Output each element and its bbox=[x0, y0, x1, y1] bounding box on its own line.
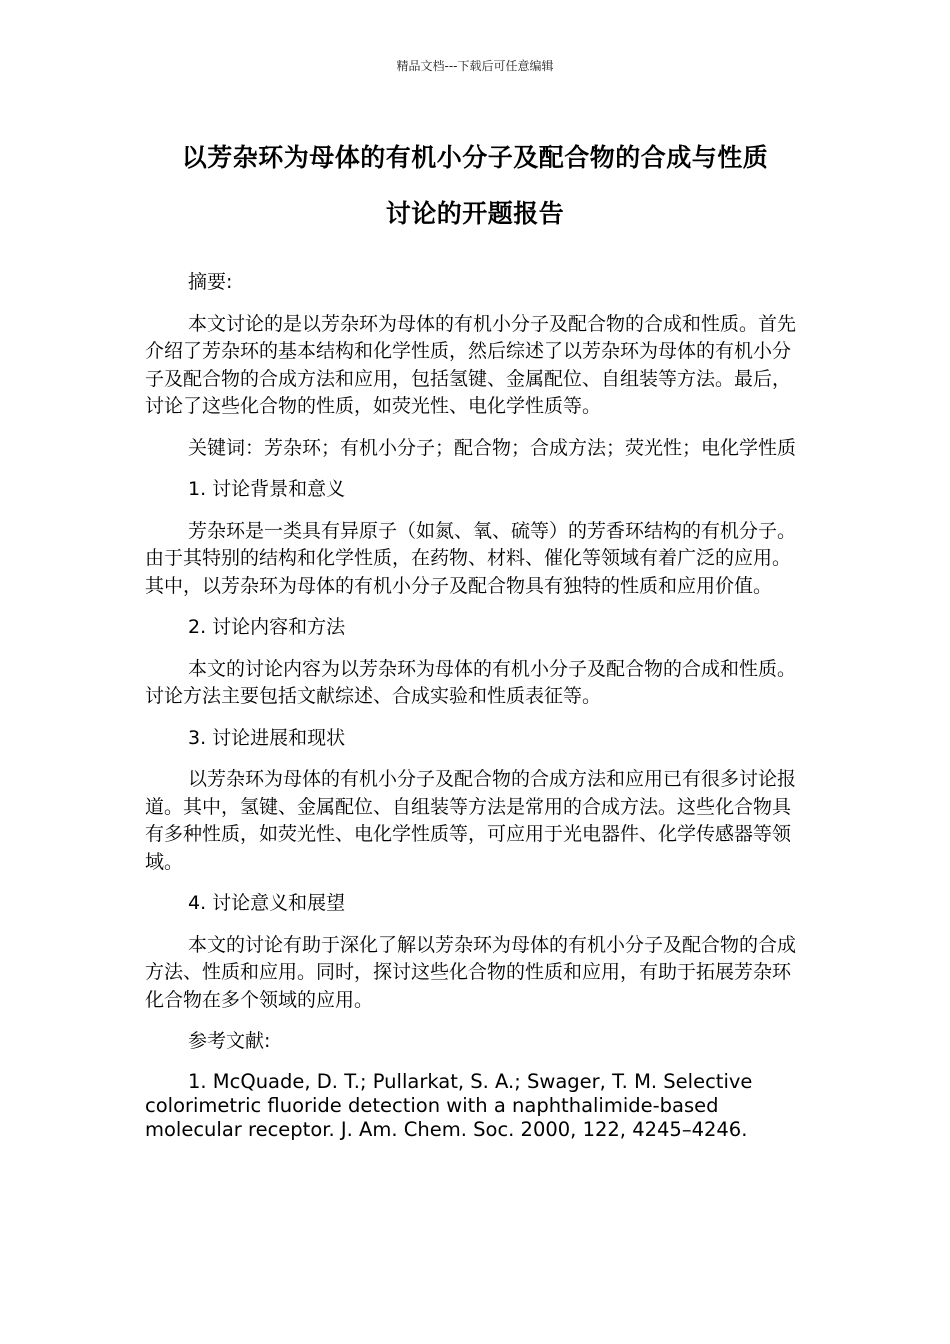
references-label: 参考文献: bbox=[188, 1030, 271, 1052]
section-heading-2: 2. 讨论内容和方法 bbox=[188, 616, 346, 638]
document-title bbox=[130, 130, 820, 242]
title-line-2: 讨论的开题报告 bbox=[385, 199, 565, 228]
reference-item: 1. McQuade, D. T.; Pullarkat, S. A.; Swager, T. M. Selective colorimetric fluoride detection with a naphthalimide-based molecular receptor. J. Am. Chem. Soc. 2000, 122, 4245–4246. bbox=[145, 1069, 753, 1141]
section-heading-3: 3. 讨论进展和现状 bbox=[188, 726, 346, 749]
section-paragraph-2: 本文的讨论内容为以芳杂环为母体的有机小分子及配合物的合成和性质。讨论方法主要包括文献综述、合成实验和性质表征等。 bbox=[145, 657, 797, 707]
document-body bbox=[145, 269, 800, 1142]
section-heading-1: 1. 讨论背景和意义 bbox=[188, 478, 346, 500]
title-line-1: 以芳杂环为母体的有机小分子及配合物的合成与性质 bbox=[181, 143, 769, 172]
abstract-label: 摘要: bbox=[188, 271, 233, 293]
section-paragraph-1: 芳杂环是一类具有异原子（如氮、氧、硫等）的芳香环结构的有机分子。由于其特别的结构和化学性质，在药物、材料、催化等领域有着广泛的应用。其中，以芳杂环为母体的有机小分子及配合物具有独特的性质和应用价值。 bbox=[145, 519, 797, 597]
abstract-text: 本文讨论的是以芳杂环为母体的有机小分子及配合物的合成和性质。首先介绍了芳杂环的基本结构和化学性质，然后综述了以芳杂环为母体的有机小分子及配合物的合成方法和应用，包括氢键、金属配位、自组装等方法。最后，讨论了这些化合物的性质，如荧光性、电化学性质等。 bbox=[145, 312, 797, 417]
section-heading-4: 4. 讨论意义和展望 bbox=[188, 892, 346, 914]
section-paragraph-3: 以芳杂环为母体的有机小分子及配合物的合成方法和应用已有很多讨论报道。其中，氢键、金属配位、自组装等方法是常用的合成方法。这些化合物具有多种性质，如荧光性、电化学性质等，可应用于光电器件、化学传感器等领域。 bbox=[145, 768, 797, 873]
page-header: 精品文档---下载后可任意编辑 bbox=[396, 59, 554, 73]
section-paragraph-4: 本文的讨论有助于深化了解以芳杂环为母体的有机小分子及配合物的合成方法、性质和应用。同时，探讨这些化合物的性质和应用，有助于拓展芳杂环化合物在多个领域的应用。 bbox=[145, 933, 797, 1011]
keywords: 关键词：芳杂环；有机小分子；配合物；合成方法；荧光性；电化学性质 bbox=[188, 436, 797, 459]
